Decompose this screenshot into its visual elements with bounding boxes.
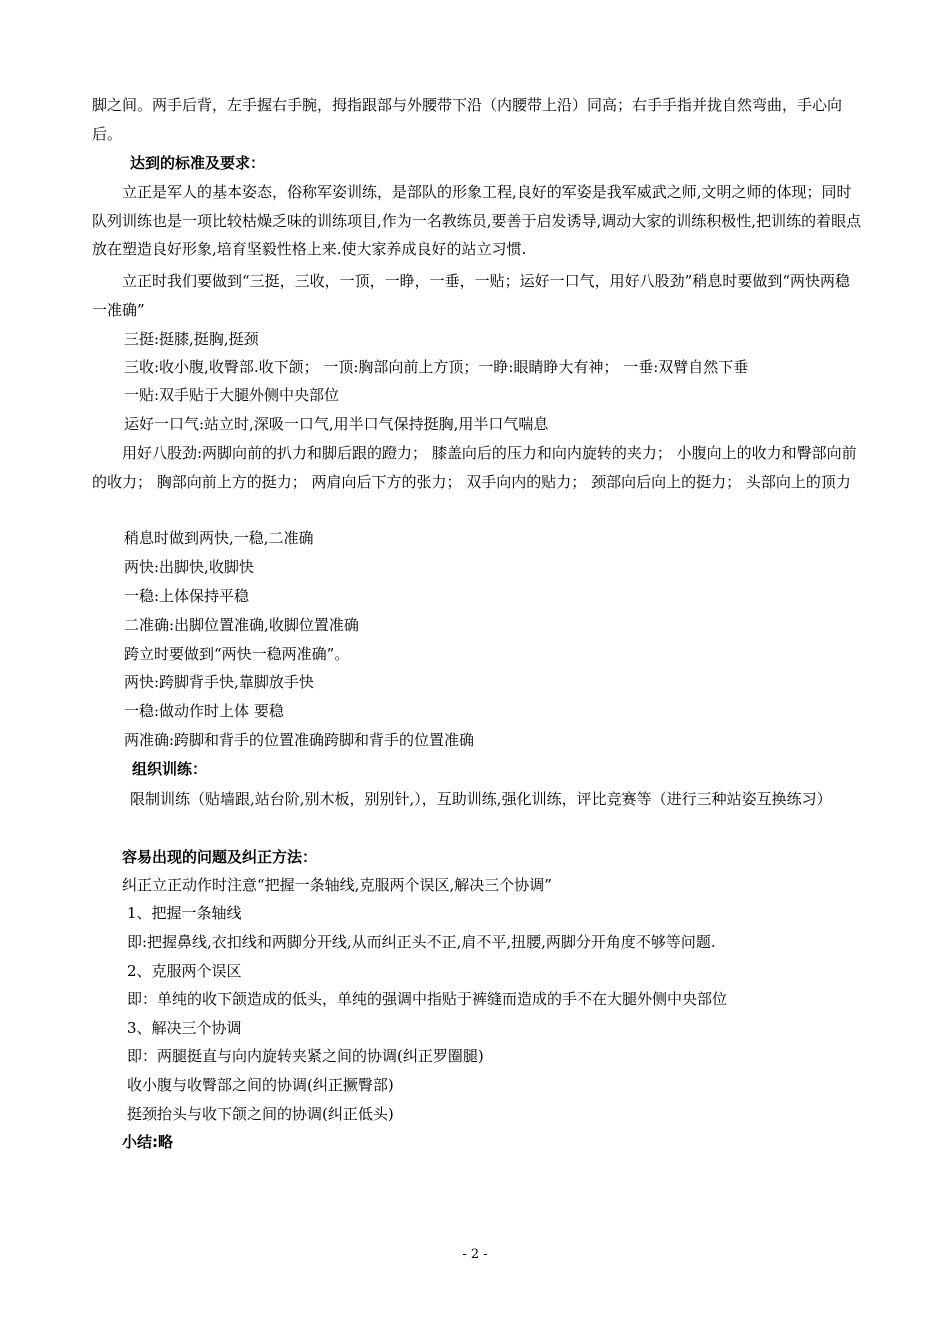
item-three-straighten: 三挺:挺膝,挺胸,挺颈: [124, 330, 259, 348]
heading-problems-corrections: 容易出现的问题及纠正方法：: [122, 848, 318, 866]
item-one-stable: 一稳:上体保持平稳: [124, 587, 250, 605]
heading-training-organization: 组织训练：: [132, 760, 208, 778]
item-misconceptions-heading: 2、克服两个误区: [127, 962, 242, 980]
item-parade-one-stable: 一稳:做动作时上体 要稳: [124, 702, 284, 720]
item-axis-heading: 1、把握一条轴线: [127, 904, 242, 922]
paragraph-attention-rules: 立正时我们要做到“三挺，三收，一顶，一睁，一垂，一贴；运好一口气，用好八股劲”稍息时要做到“两快两稳一准确”: [92, 272, 851, 319]
paragraph-correction-principle: 纠正立正动作时注意“把握一条轴线,克服两个误区,解决三个协调”: [122, 876, 552, 894]
item-one-breath: 运好一口气:站立时,深吸一口气,用半口气保持挺胸,用半口气喘息: [124, 415, 549, 433]
item-eight-forces: 用好八股劲:两脚向前的扒力和脚后跟的蹬力； 膝盖向后的压力和向内旋转的夹力； 小腹向上的收力和臀部向前的收力； 胸部向前上方的挺力； 两肩向后下方的张力； 双手向内的贴力； 颈部向后向上的挺力； 头部向上的顶力: [92, 444, 857, 491]
item-one-attach: 一贴:双手贴于大腿外侧中央部位: [124, 386, 340, 404]
item-axis-detail: 即:把握鼻线,衣扣线和两脚分开线,从而纠正头不正,肩不平,扭腰,两脚分开角度不够等问题.: [127, 933, 716, 951]
paragraph-standards-body: 立正是军人的基本姿态，俗称军姿训练，是部队的形象工程,良好的军姿是我军威武之师,文明之师的体现；同时队列训练也是一项比较枯燥乏味的训练项目,作为一名教练员,要善于启发诱导,调动大家的训练积极性,把训练的着眼点放在塑造良好形象,培育坚毅性格上来.使大家养成良好的站立习惯.: [92, 183, 862, 258]
item-misconceptions-detail: 即：单纯的收下颌造成的低头，单纯的强调中指贴于裤缝而造成的手不在大腿外侧中央部位: [127, 990, 728, 1008]
item-two-accurate: 二准确:出脚位置准确,收脚位置准确: [124, 616, 359, 634]
item-at-ease: 稍息时做到两快,一稳,二准确: [124, 529, 314, 547]
paragraph-intro-continuation: 脚之间。两手后背，左手握右手腕，拇指跟部与外腰带下沿（内腰带上沿）同高；右手手指并拢自然弯曲，手心向后。: [92, 96, 843, 143]
item-three-retract: 三收:收小腹,收臀部.收下颌； 一顶:胸部向前上方顶；一睁:眼睛睁大有神； 一垂:双臂自然下垂: [124, 358, 749, 376]
item-coordination-abdomen: 收小腹与收臀部之间的协调(纠正撅臀部): [127, 1076, 394, 1094]
item-coordination-neck: 挺颈抬头与收下颌之间的协调(纠正低头): [127, 1105, 394, 1123]
item-parade-two-accurate: 两准确:跨脚和背手的位置准确跨脚和背手的位置准确: [124, 731, 475, 749]
page-number: - 2 -: [462, 1247, 488, 1262]
item-parade-two-fast: 两快:跨脚背手快,靠脚放手快: [124, 673, 314, 691]
item-parade-rest: 跨立时要做到“两快一稳两准确”。: [124, 645, 350, 663]
heading-standards: 达到的标准及要求：: [130, 154, 266, 172]
item-coordination-heading: 3、解决三个协调: [127, 1019, 242, 1037]
item-coordination-legs: 即：两腿挺直与向内旋转夹紧之间的协调(纠正罗圈腿): [127, 1047, 484, 1065]
item-two-fast: 两快:出脚快,收脚快: [124, 558, 254, 576]
paragraph-training-methods: 限制训练（贴墙跟,站台阶,别木板，别别针,），互助训练,强化训练，评比竞赛等（进行三种站姿互换练习）: [130, 790, 832, 808]
heading-summary: 小结:略: [122, 1133, 173, 1151]
